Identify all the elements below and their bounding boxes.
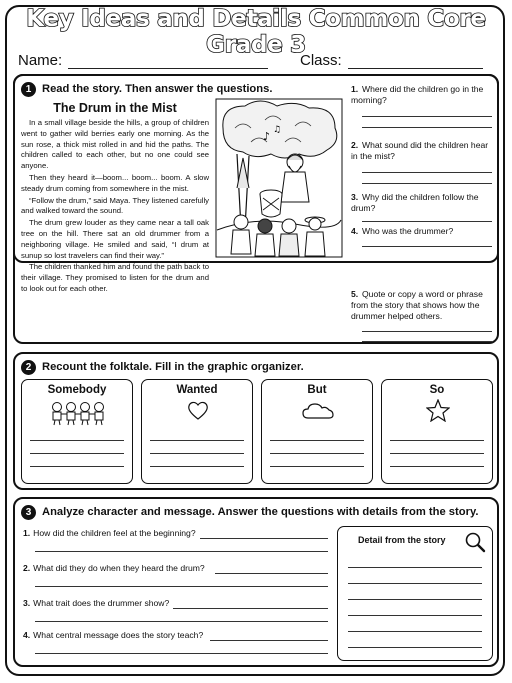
story-question: 3. Why did the children follow the drum? — [351, 192, 479, 213]
section-heading: Analyze character and message. Answer the questions with details from the story. — [42, 506, 479, 518]
svg-text:♪: ♪ — [263, 130, 271, 143]
answer-line[interactable] — [210, 640, 328, 641]
story-paragraph: Then they heard it—boom... boom... boom. A slow steady drum coming from somewhere in the mist. — [21, 172, 209, 193]
children-icon — [48, 400, 108, 426]
answer-line[interactable] — [150, 466, 244, 467]
answer-line[interactable] — [362, 341, 492, 342]
answer-line[interactable] — [270, 466, 364, 467]
name-field[interactable] — [68, 68, 268, 69]
answer-line[interactable] — [30, 466, 124, 467]
answer-line[interactable] — [348, 599, 482, 600]
analyze-question: 3. What trait does the drummer show? — [23, 598, 170, 608]
answer-line[interactable] — [348, 647, 482, 648]
answer-line[interactable] — [348, 631, 482, 632]
class-field[interactable] — [348, 68, 483, 69]
section-number-badge: 1 — [21, 82, 36, 97]
organizer-card-but — [261, 379, 373, 484]
story-paragraph: “Follow the drum,” said Maya. They listened carefully and walked toward the sound. — [21, 195, 209, 216]
cloud-icon — [302, 402, 334, 420]
answer-line[interactable] — [30, 453, 124, 454]
story-title: The Drum in the Mist — [53, 101, 177, 115]
answer-line[interactable] — [270, 453, 364, 454]
organizer-card-so — [381, 379, 493, 484]
answer-line[interactable] — [150, 453, 244, 454]
section-number-badge: 2 — [21, 360, 36, 375]
detail-box-title: Detail from the story — [358, 535, 446, 545]
analyze-question: 2. What did they do when they heard the drum? — [23, 563, 205, 573]
answer-line[interactable] — [35, 621, 328, 622]
name-row — [18, 52, 268, 69]
svg-text:♫: ♫ — [273, 125, 282, 135]
answer-line[interactable] — [348, 583, 482, 584]
answer-line[interactable] — [35, 551, 328, 552]
name-label: Name: — [18, 52, 63, 69]
magnifier-icon — [464, 531, 486, 553]
answer-line[interactable] — [35, 586, 328, 587]
heart-icon — [187, 401, 209, 421]
answer-line[interactable] — [173, 608, 328, 609]
section-recount — [13, 352, 499, 490]
answer-line[interactable] — [200, 538, 328, 539]
section-read-story-frame — [13, 74, 499, 344]
answer-line[interactable] — [390, 466, 484, 467]
answer-line[interactable] — [35, 653, 328, 654]
answer-line[interactable] — [390, 453, 484, 454]
story-question: 5. Quote or copy a word or phrase from the story that shows how the drummer helped others. — [351, 289, 483, 321]
card-label: But — [307, 384, 327, 396]
answer-line[interactable] — [215, 573, 328, 574]
analyze-question: 4. What central message does the story teach? — [23, 630, 204, 640]
answer-line[interactable] — [270, 440, 364, 441]
organizer-card-somebody — [21, 379, 133, 484]
card-label: So — [429, 384, 445, 396]
class-label: Class: — [300, 52, 342, 69]
answer-line[interactable] — [150, 440, 244, 441]
answer-line[interactable] — [362, 331, 492, 332]
story-question: 4. Who was the drummer? — [351, 226, 454, 236]
answer-line[interactable] — [348, 615, 482, 616]
section-heading: Recount the folktale. Fill in the graphic organizer. — [42, 361, 304, 373]
class-row — [300, 52, 483, 69]
answer-line[interactable] — [348, 567, 482, 568]
story-paragraph: The children thanked him and found the path back to their village. They promised to listen for the drum and to look out for each other. — [21, 262, 209, 293]
detail-box — [337, 526, 493, 661]
story-question: 2. What sound did the children hear in the mist? — [351, 140, 489, 161]
worksheet-title: Key Ideas and Details Common Core Grade 3 — [26, 6, 486, 58]
story-paragraph: In a small village beside the hills, a group of children went to gather wild berries early one morning. As the sun rose, a thick mist rolled in and hid the paths. The children called to each other, but no one could see anyone. — [21, 118, 209, 171]
answer-line[interactable] — [390, 440, 484, 441]
section-analyze — [13, 497, 499, 667]
analyze-question: 1. How did the children feel at the beginning? — [23, 528, 196, 538]
section-heading: Read the story. Then answer the questions. — [42, 83, 273, 95]
card-label: Wanted — [176, 384, 218, 396]
star-icon — [426, 399, 450, 422]
story-question: 1. Where did the children go in the morning? — [351, 84, 484, 105]
section-number-badge: 3 — [21, 505, 36, 520]
card-label: Somebody — [47, 384, 107, 396]
story-paragraph: The drum grew louder as they came near a tall oak tree on the hill. There sat an old drummer from a neighboring village. He smiled and said, “I drum at sunup so lost travelers can find their way.” — [21, 218, 209, 260]
organizer-card-wanted — [141, 379, 253, 484]
answer-line[interactable] — [30, 440, 124, 441]
